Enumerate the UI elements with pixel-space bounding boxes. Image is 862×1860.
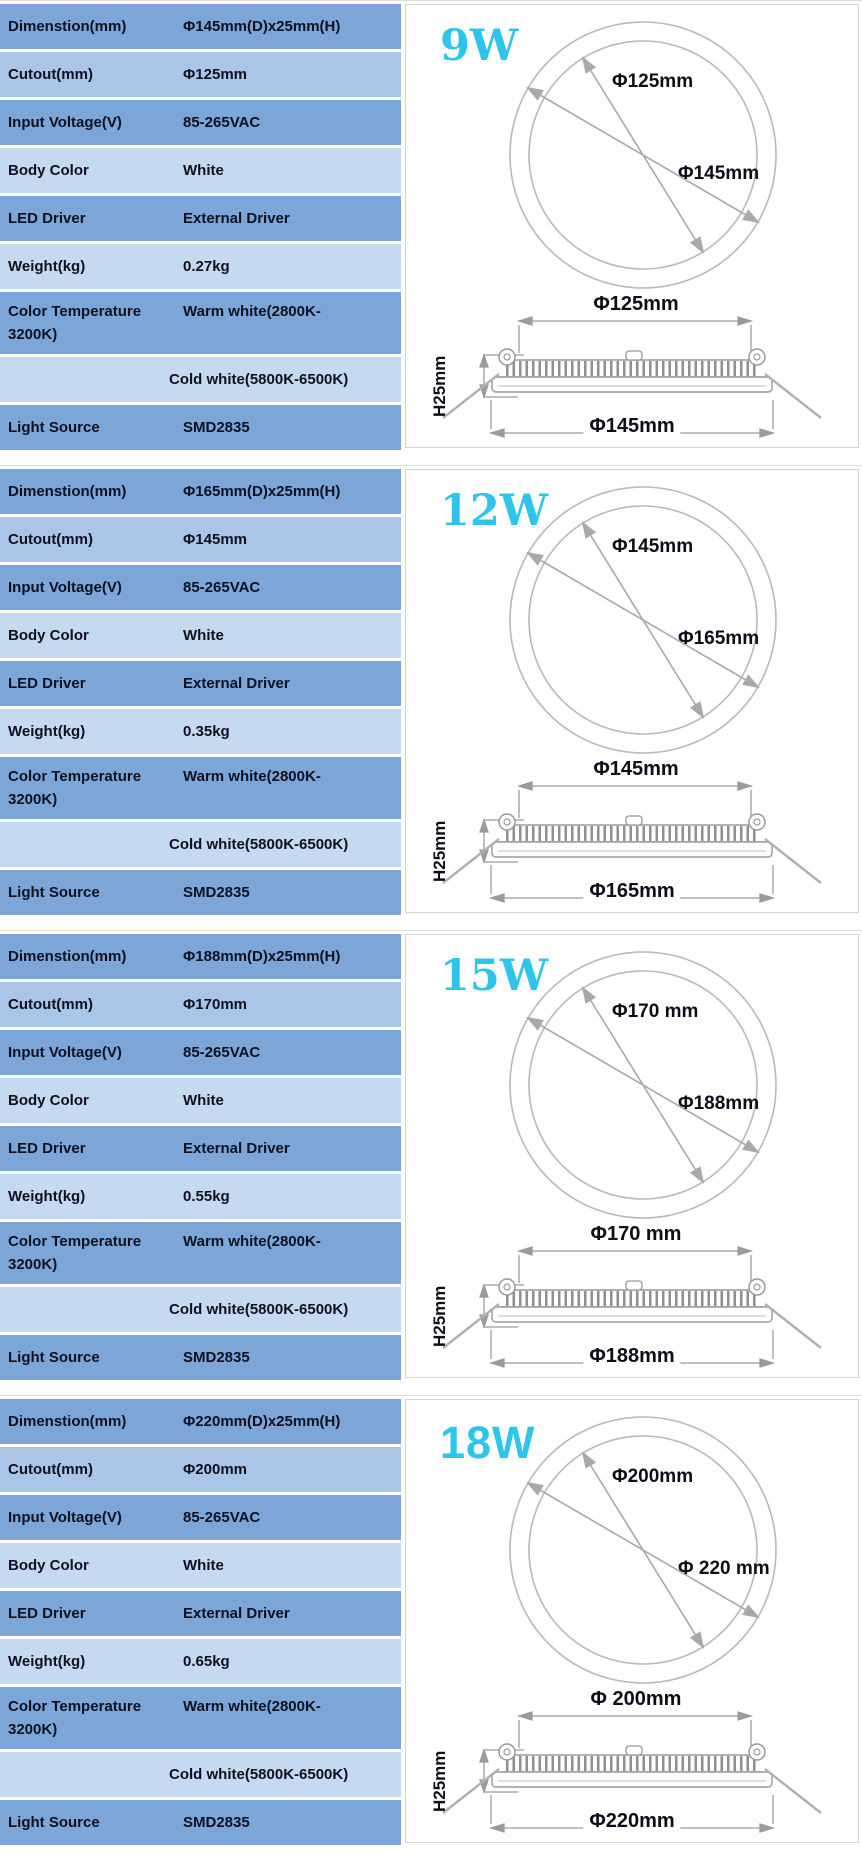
spec-value: Warm white(2800K- (183, 767, 321, 785)
spec-label: Body Color (8, 627, 89, 644)
spec-row (0, 100, 401, 145)
dimension-diagram (405, 469, 859, 913)
spec-label: LED Driver (8, 210, 86, 227)
spec-label: Input Voltage(V) (8, 1509, 122, 1526)
side-top-diameter-label: Φ125mm (593, 293, 679, 315)
spec-value: Φ145mm (183, 531, 248, 548)
wattage-label: 15W (440, 951, 549, 1001)
spec-value: Cold white(5800K-6500K) (169, 1301, 349, 1318)
side-view-panel-body (443, 814, 821, 883)
spec-label: Weight(kg) (8, 1188, 86, 1205)
spec-row (0, 517, 401, 562)
spec-value: 0.65kg (183, 1653, 230, 1670)
side-height-label: H25mm (430, 820, 449, 882)
spec-row (0, 982, 401, 1027)
spec-label: Light Source (8, 884, 100, 901)
spec-label: Color Temperature (8, 1697, 142, 1715)
spec-value: External Driver (183, 1140, 290, 1157)
spec-row (0, 934, 401, 979)
outer-diameter-label: Φ 220 mm (678, 1558, 770, 1579)
spec-label: LED Driver (8, 1140, 86, 1157)
spec-row (0, 469, 401, 514)
wattage-label: 12W (440, 486, 549, 536)
spec-value: 85-265VAC (183, 1044, 261, 1061)
spec-label: Cutout(mm) (8, 66, 93, 83)
spec-row (0, 757, 401, 819)
spec-table (0, 1399, 401, 1848)
dimension-diagram (405, 4, 859, 448)
spec-row (0, 822, 401, 867)
inner-diameter-label: Φ125mm (612, 71, 694, 92)
spec-row (0, 148, 401, 193)
spec-value: SMD2835 (183, 1814, 250, 1831)
spec-value: White (183, 1092, 224, 1109)
spec-value: 85-265VAC (183, 579, 261, 596)
spec-row (0, 1335, 401, 1380)
spec-value: White (183, 627, 224, 644)
side-top-diameter-label: Φ 200mm (590, 1688, 682, 1710)
spec-label: Dimenstion(mm) (8, 18, 127, 35)
inner-diameter-label: Φ170 mm (612, 1001, 699, 1022)
spec-row (0, 613, 401, 658)
spec-row (0, 1800, 401, 1845)
spec-label: Input Voltage(V) (8, 114, 122, 131)
spec-row (0, 661, 401, 706)
product-section (0, 930, 862, 1395)
spec-label: LED Driver (8, 1605, 86, 1622)
side-height-label: H25mm (430, 1750, 449, 1812)
spec-value: External Driver (183, 210, 290, 227)
spec-label: Dimenstion(mm) (8, 483, 127, 500)
spec-label: Weight(kg) (8, 258, 86, 275)
spec-row (0, 4, 401, 49)
spec-label: Cutout(mm) (8, 1461, 93, 1478)
spec-row (0, 1752, 401, 1797)
spec-label: Dimenstion(mm) (8, 1413, 127, 1430)
outer-diameter-label: Φ145mm (678, 163, 760, 184)
product-section (0, 0, 862, 465)
spec-row (0, 292, 401, 354)
wattage-label: 9W (440, 21, 519, 71)
spec-row (0, 1639, 401, 1684)
side-bottom-diameter-label: Φ220mm (583, 1810, 680, 1833)
spec-row (0, 1174, 401, 1219)
spec-row (0, 1447, 401, 1492)
spec-value-wrap: 3200K) (8, 1256, 58, 1273)
spec-value: Φ170mm (183, 996, 248, 1013)
side-view-panel-body (443, 1744, 821, 1813)
side-bottom-diameter-label: Φ145mm (583, 415, 680, 438)
spec-value: Cold white(5800K-6500K) (169, 836, 349, 853)
spec-row (0, 1222, 401, 1284)
side-height-label: H25mm (430, 355, 449, 417)
spec-value-wrap: 3200K) (8, 791, 58, 808)
spec-value: 85-265VAC (183, 1509, 261, 1526)
spec-table (0, 469, 401, 918)
spec-value-wrap: 3200K) (8, 326, 58, 343)
spec-row (0, 1030, 401, 1075)
spec-value-wrap: 3200K) (8, 1721, 58, 1738)
dimension-diagram (405, 934, 859, 1378)
side-height-label: H25mm (430, 1285, 449, 1347)
spec-label: Light Source (8, 1349, 100, 1366)
product-section (0, 1395, 862, 1860)
spec-label: Input Voltage(V) (8, 579, 122, 596)
spec-row (0, 1495, 401, 1540)
spec-value: Φ145mm(D)x25mm(H) (183, 18, 341, 35)
spec-value: 0.27kg (183, 258, 230, 275)
spec-value: White (183, 1557, 224, 1574)
spec-label: LED Driver (8, 675, 86, 692)
spec-value: SMD2835 (183, 1349, 250, 1366)
side-top-diameter-label: Φ145mm (593, 758, 679, 780)
spec-label: Weight(kg) (8, 723, 86, 740)
inner-diameter-label: Φ200mm (612, 1466, 694, 1487)
spec-row (0, 1591, 401, 1636)
spec-table (0, 934, 401, 1383)
side-view-panel-body (443, 1279, 821, 1348)
outer-diameter-label: Φ188mm (678, 1093, 760, 1114)
spec-value: Φ220mm(D)x25mm(H) (183, 1413, 341, 1430)
spec-row (0, 1126, 401, 1171)
spec-value: 85-265VAC (183, 114, 261, 131)
spec-value: Φ200mm (183, 1461, 248, 1478)
spec-value: Φ125mm (183, 66, 248, 83)
outer-diameter-label: Φ165mm (678, 628, 760, 649)
spec-value: Φ165mm(D)x25mm(H) (183, 483, 341, 500)
spec-value: 0.55kg (183, 1188, 230, 1205)
spec-label: Cutout(mm) (8, 531, 93, 548)
spec-row (0, 709, 401, 754)
dimension-diagram (405, 1399, 859, 1843)
spec-label: Color Temperature (8, 767, 142, 785)
spec-value: External Driver (183, 1605, 290, 1622)
side-bottom-diameter-label: Φ165mm (583, 880, 680, 903)
spec-value: SMD2835 (183, 419, 250, 436)
spec-row (0, 870, 401, 915)
spec-row (0, 1287, 401, 1332)
spec-row (0, 565, 401, 610)
side-view-panel-body (443, 349, 821, 418)
spec-row (0, 1399, 401, 1444)
side-top-diameter-label: Φ170 mm (590, 1223, 682, 1245)
spec-label: Body Color (8, 1557, 89, 1574)
product-section (0, 465, 862, 930)
spec-label: Input Voltage(V) (8, 1044, 122, 1061)
spec-label: Light Source (8, 1814, 100, 1831)
spec-value: White (183, 162, 224, 179)
spec-label: Light Source (8, 419, 100, 436)
spec-row (0, 52, 401, 97)
spec-label: Color Temperature (8, 302, 142, 320)
spec-label: Cutout(mm) (8, 996, 93, 1013)
spec-value: Cold white(5800K-6500K) (169, 371, 349, 388)
inner-diameter-label: Φ145mm (612, 536, 694, 557)
spec-row (0, 405, 401, 450)
spec-value: Warm white(2800K- (183, 1697, 321, 1715)
spec-label: Dimenstion(mm) (8, 948, 127, 965)
wattage-label: 18W (440, 1417, 536, 1468)
spec-label: Color Temperature (8, 1232, 142, 1250)
spec-row (0, 357, 401, 402)
spec-value: SMD2835 (183, 884, 250, 901)
spec-row (0, 1078, 401, 1123)
spec-table (0, 4, 401, 453)
spec-value: Warm white(2800K- (183, 1232, 321, 1250)
spec-value: Φ188mm(D)x25mm(H) (183, 948, 341, 965)
spec-row (0, 244, 401, 289)
spec-value: 0.35kg (183, 723, 230, 740)
spec-label: Weight(kg) (8, 1653, 86, 1670)
spec-value: Cold white(5800K-6500K) (169, 1766, 349, 1783)
spec-value: External Driver (183, 675, 290, 692)
spec-label: Body Color (8, 1092, 89, 1109)
spec-row (0, 1687, 401, 1749)
spec-row (0, 196, 401, 241)
spec-value: Warm white(2800K- (183, 302, 321, 320)
side-bottom-diameter-label: Φ188mm (583, 1345, 680, 1368)
spec-label: Body Color (8, 162, 89, 179)
spec-row (0, 1543, 401, 1588)
